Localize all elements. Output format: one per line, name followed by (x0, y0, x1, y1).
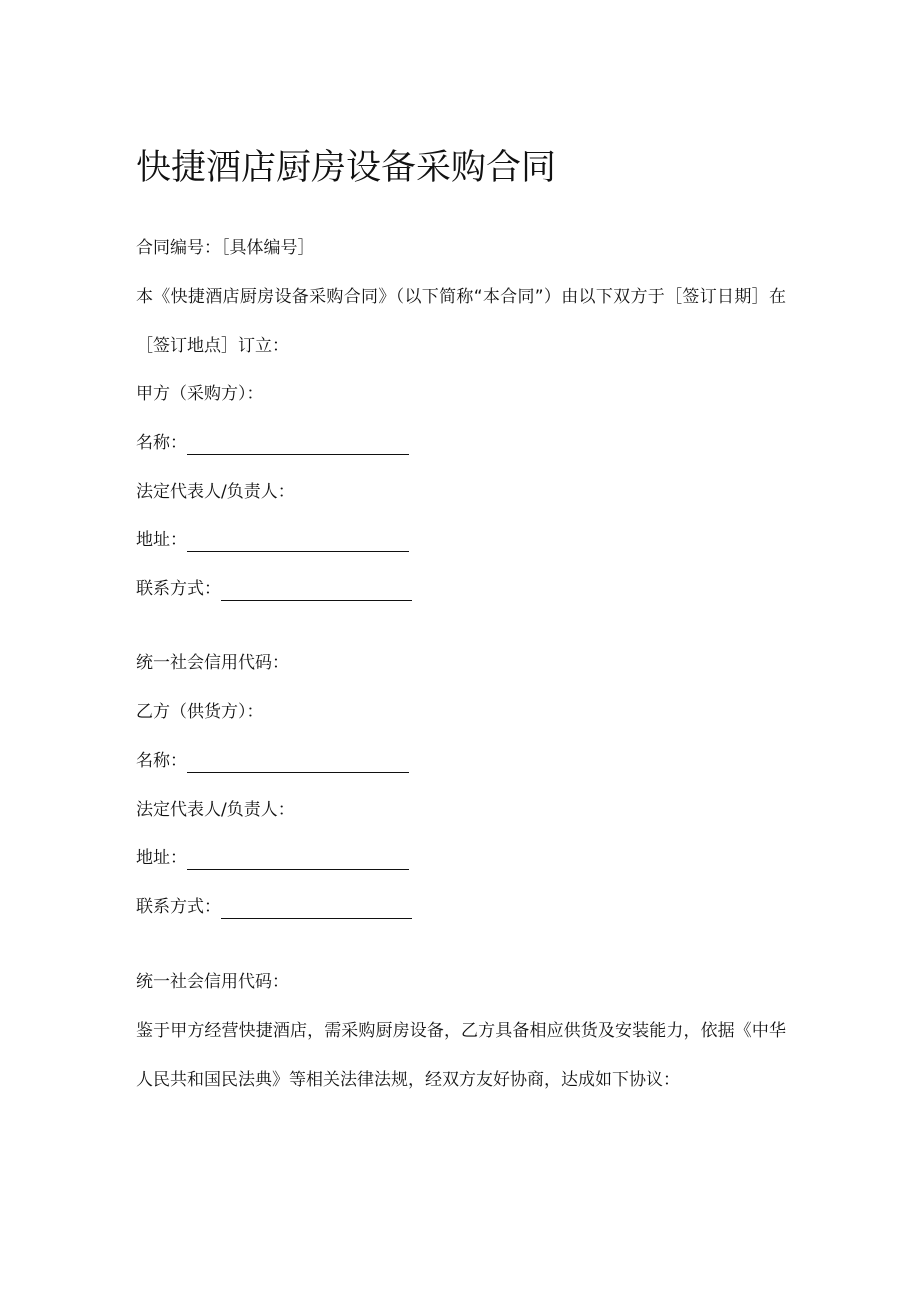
party-b-address-label: 地址： (136, 848, 187, 868)
party-b-name-label: 名称： (136, 751, 187, 771)
party-b-address-blank (187, 849, 409, 870)
party-b-name-blank (187, 752, 409, 773)
party-b-address-field (136, 846, 409, 870)
party-a-contact-field (136, 577, 412, 601)
party-b-credit-code-label: 统一社会信用代码： (136, 972, 289, 992)
party-a-name-blank (187, 434, 409, 455)
document-title: 快捷酒店厨房设备采购合同 (136, 148, 557, 188)
party-b-contact-label: 联系方式： (136, 897, 221, 917)
party-a-contact-blank (221, 580, 412, 601)
party-a-heading: 甲方（采购方）： (136, 384, 264, 404)
party-b-contact-blank (221, 898, 412, 919)
party-a-contact-label: 联系方式： (136, 579, 221, 599)
party-b-name-field (136, 749, 409, 773)
party-a-rep-label: 法定代表人/负责人： (136, 482, 295, 502)
intro-line-2: ［签订地点］订立： (136, 336, 289, 356)
party-a-address-blank (187, 531, 409, 552)
party-b-rep-label: 法定代表人/负责人： (136, 800, 295, 820)
party-a-credit-code-label: 统一社会信用代码： (136, 653, 289, 673)
party-a-name-label: 名称： (136, 433, 187, 453)
party-a-name-field (136, 431, 409, 455)
party-a-address-label: 地址： (136, 530, 187, 550)
recital-line-2: 人民共和国民法典》等相关法律法规，经双方友好协商，达成如下协议： (136, 1070, 680, 1090)
party-b-contact-field (136, 895, 412, 919)
recital-line-1: 鉴于甲方经营快捷酒店，需采购厨房设备，乙方具备相应供货及安装能力，依据《中华 (136, 1021, 786, 1041)
intro-line-1: 本《快捷酒店厨房设备采购合同》（以下简称“本合同”）由以下双方于［签订日期］在 (136, 287, 786, 307)
party-b-heading: 乙方（供货方）： (136, 702, 264, 722)
contract-number: 合同编号：［具体编号］ (136, 238, 315, 258)
party-a-address-field (136, 528, 409, 552)
